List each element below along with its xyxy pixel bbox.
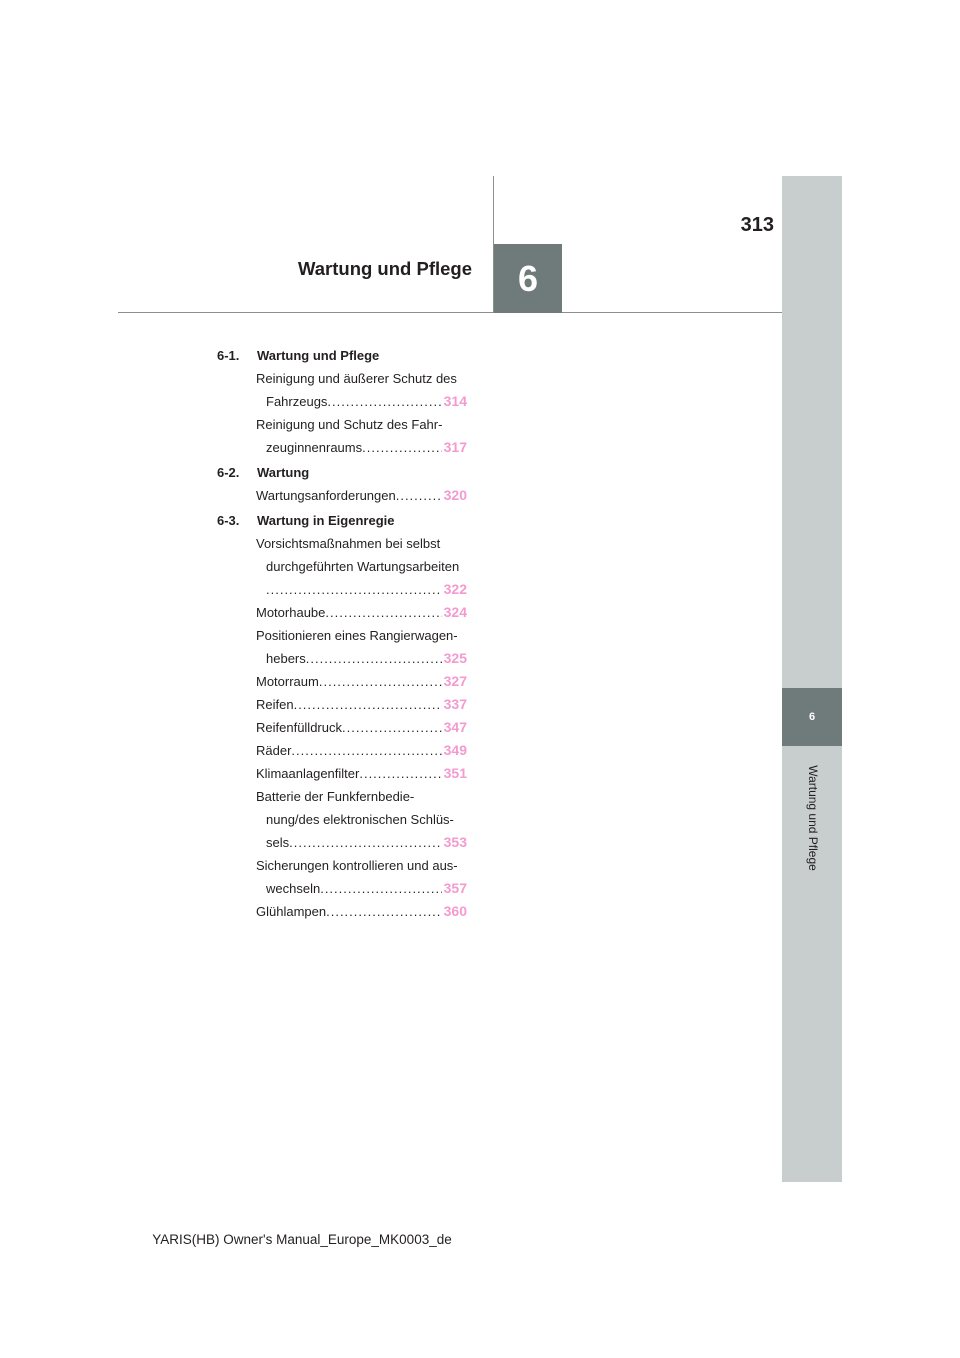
toc-entry-text: Vorsichtsmaßnahmen bei selbst [256,536,441,551]
toc-entry-text: nung/des elektronischen Schlüs- [266,812,454,827]
side-thumb-strip [782,176,842,1182]
chapter-number: 6 [517,257,539,299]
toc-entry-text: Sicherungen kontrollieren und aus- [256,858,458,873]
section-title: Wartung [257,465,310,480]
toc-entry[interactable] [256,367,467,413]
side-chapter-tab[interactable] [782,688,842,746]
toc-entry[interactable] [256,532,467,601]
toc-page-link[interactable]: 314 [443,393,467,409]
toc-entry[interactable] [256,670,467,693]
dot-leader [306,647,442,670]
toc-entry[interactable] [256,900,467,923]
toc-entry-text: Fahrzeugs [266,394,328,409]
toc-page-link[interactable]: 327 [443,673,467,689]
header-horizontal-rule [118,312,782,313]
section-number: 6-1. [217,348,240,363]
toc-entry-text: Reinigung und Schutz des Fahr- [256,417,443,432]
section-title: Wartung in Eigenregie [257,513,395,528]
dot-leader [327,390,441,413]
toc-entry[interactable] [256,484,467,507]
toc-entry[interactable] [256,601,467,624]
toc-page-link[interactable]: 353 [443,834,467,850]
dot-leader [396,484,442,507]
toc-entry[interactable] [256,716,467,739]
section-number: 6-3. [217,513,240,528]
chapter-title: Wartung und Pflege [297,258,472,279]
toc-entry-text: Reifenfülldruck [256,720,342,735]
chapter-number-box [494,244,562,313]
toc-entry[interactable] [256,785,467,854]
toc-page-link[interactable]: 317 [443,439,467,455]
toc-entry-text: Klimaanlagenfilter [256,766,360,781]
toc-entry-text: Glühlampen [256,904,327,919]
dot-leader [320,877,441,900]
footer [0,1232,960,1247]
side-chapter-label: Wartung und Pflege [806,765,820,871]
dot-leader [291,739,441,762]
dot-leader [294,693,442,716]
toc-entry[interactable] [256,762,467,785]
toc-page-link[interactable]: 320 [443,487,467,503]
toc-entry-text: Reinigung und äußerer Schutz des [256,371,457,386]
toc-page-link[interactable]: 349 [443,742,467,758]
toc-entry[interactable] [256,854,467,900]
table-of-contents [217,344,467,923]
dot-leader [359,762,441,785]
toc-page-link[interactable]: 325 [443,650,467,666]
toc-page-link[interactable]: 337 [443,696,467,712]
toc-entry-text: wechseln [266,881,321,896]
toc-entry-text: Motorraum [256,674,319,689]
toc-section-heading[interactable] [217,344,467,367]
toc-page-link[interactable]: 351 [443,765,467,781]
toc-entry[interactable] [256,739,467,762]
section-number: 6-2. [217,465,240,480]
dot-leader [326,900,442,923]
toc-page-link[interactable]: 347 [443,719,467,735]
toc-page-link[interactable]: 360 [443,903,467,919]
toc-entry-text: zeuginnenraums [266,440,363,455]
toc-entry-text: sels [266,835,290,850]
dot-leader [362,436,442,459]
section-title: Wartung und Pflege [257,348,380,363]
dot-leader [266,578,442,601]
side-tab-number: 6 [808,711,816,723]
toc-page-link[interactable]: 322 [443,581,467,597]
toc-page-link[interactable]: 324 [443,604,467,620]
dot-leader [325,601,441,624]
dot-leader [319,670,442,693]
toc-entry-text: Positionieren eines Rangierwagen- [256,628,458,643]
toc-entry-text: Räder [256,743,292,758]
toc-entry-text: Batterie der Funkfernbedie- [256,789,415,804]
toc-entry-text: Reifen [256,697,294,712]
footer-text: YARIS(HB) Owner's Manual_Europe_MK0003_de [152,1232,452,1247]
dot-leader [342,716,442,739]
dot-leader [289,831,442,854]
toc-section-heading[interactable] [217,509,467,532]
toc-entry-text: hebers [266,651,306,666]
toc-section-heading[interactable] [217,461,467,484]
toc-entry-text: Wartungsanforderungen [256,488,396,503]
toc-entry-text: durchgeführten Wartungsarbeiten [266,559,460,574]
toc-entry[interactable] [256,624,467,670]
toc-entry[interactable] [256,693,467,716]
page-number: 313 [740,214,774,236]
toc-entry-text: Motorhaube [256,605,326,620]
toc-page-link[interactable]: 357 [443,880,467,896]
toc-entry[interactable] [256,413,467,459]
